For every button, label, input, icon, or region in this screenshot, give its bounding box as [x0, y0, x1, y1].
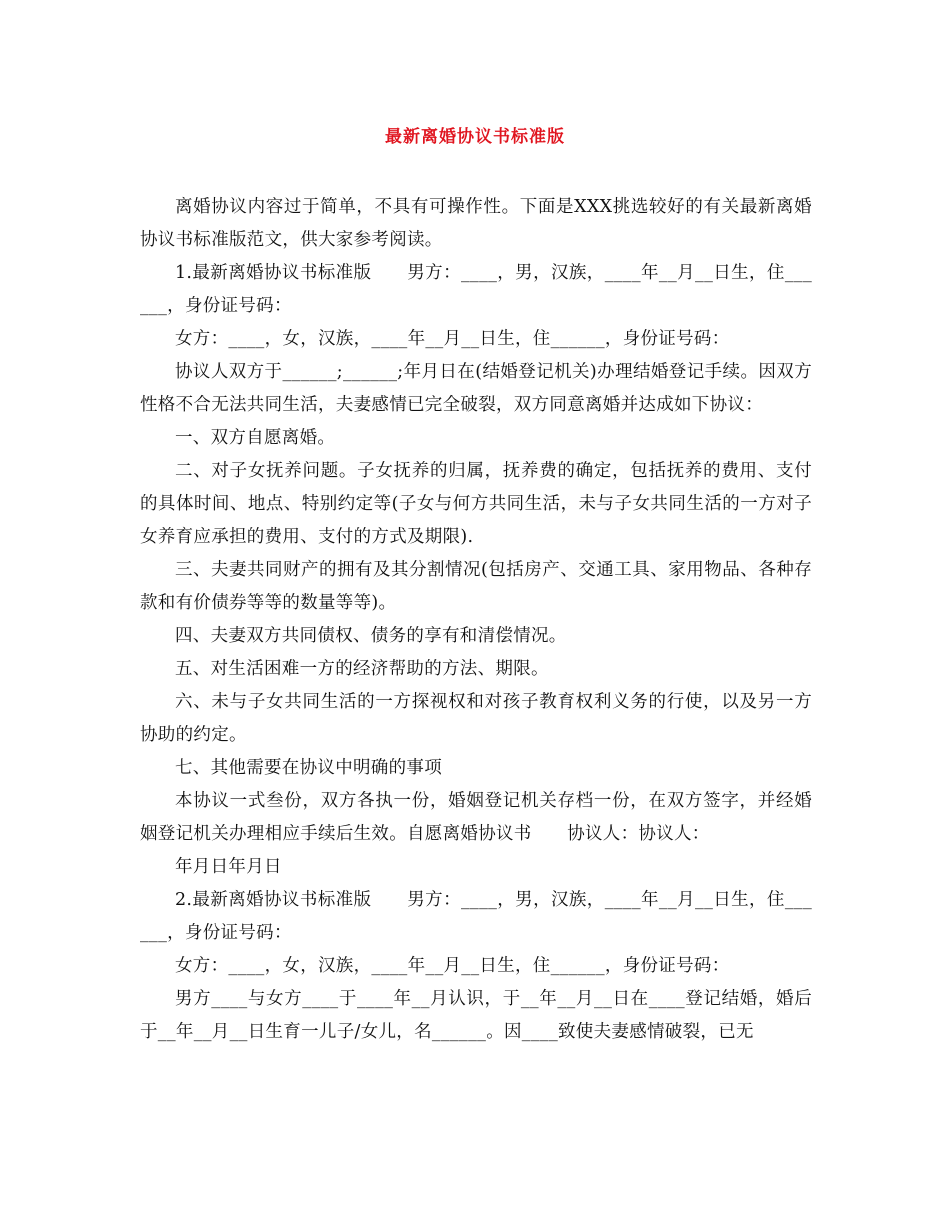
paragraph-copies-signature: 本协议一式叁份，双方各执一份，婚姻登记机关存档一份，在双方签字，并经婚姻登记机关办理相应手续后生效。自愿离婚协议书 协议人：协议人：	[140, 791, 812, 844]
paragraph-intro: 离婚协议内容过于简单，不具有可操作性。下面是XXX挑选较好的有关最新离婚协议书标准版范文，供大家参考阅读。	[140, 197, 812, 250]
paragraph-item-4: 四、夫妻双方共同债权、债务的享有和清偿情况。	[175, 626, 567, 646]
document-body	[140, 191, 812, 1049]
paragraph-version2-female: 女方：____，女，汉族，____年__月__日生，住______，身份证号码：	[175, 956, 730, 976]
paragraph-item-7: 七、其他需要在协议中明确的事项	[175, 758, 442, 778]
paragraph-marriage-registration: 协议人双方于______;______;年月日在(结婚登记机关)办理结婚登记手续。因双方性格不合无法共同生活，夫妻感情已完全破裂，双方同意离婚并达成如下协议：	[140, 362, 812, 415]
paragraph-item-6: 六、未与子女共同生活的一方探视权和对孩子教育权利义务的行使，以及另一方协助的约定。	[140, 692, 812, 745]
paragraph-item-5: 五、对生活困难一方的经济帮助的方法、期限。	[175, 659, 549, 679]
paragraph-item-3: 三、夫妻共同财产的拥有及其分割情况(包括房产、交通工具、家用物品、各种存款和有价债券等等的数量等等)。	[140, 560, 812, 613]
paragraph-signature-dates: 年月日年月日	[175, 857, 282, 877]
paragraph-version1-female: 女方：____，女，汉族，____年__月__日生，住______，身份证号码：	[175, 329, 730, 349]
paragraph-version2-background: 男方____与女方____于____年__月认识，于__年__月__日在____登记结婚，婚后于__年__月__日生育一儿子/女儿，名______。因____致使夫妻感情破裂，已无	[140, 989, 812, 1042]
paragraph-item-2: 二、对子女抚养问题。子女抚养的归属，抚养费的确定，包括抚养的费用、支付的具体时间、地点、特别约定等(子女与何方共同生活，未与子女共同生活的一方对子女养育应承担的费用、支付的方式及期限).	[140, 461, 812, 547]
paragraph-version1-male: 1.最新离婚协议书标准版 男方：____，男，汉族，____年__月__日生，住______，身份证号码：	[140, 263, 812, 316]
document-title: 最新离婚协议书标准版	[385, 127, 565, 147]
paragraph-item-1: 一、双方自愿离婚。	[175, 428, 336, 448]
paragraph-version2-male: 2.最新离婚协议书标准版 男方：____，男，汉族，____年__月__日生，住______，身份证号码：	[140, 890, 812, 943]
